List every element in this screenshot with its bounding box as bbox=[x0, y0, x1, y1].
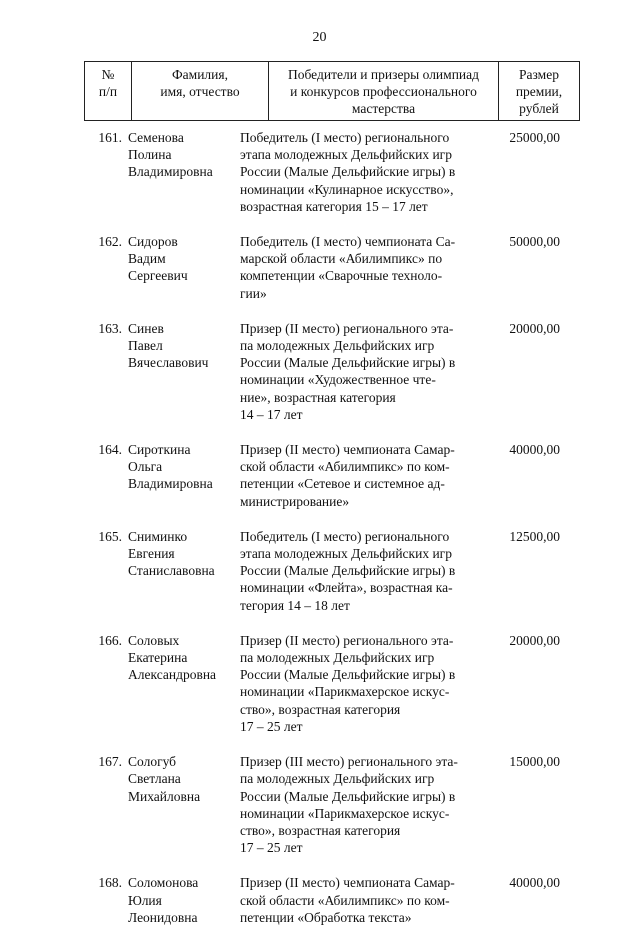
row-prize: 20000,00 bbox=[509, 320, 560, 336]
row-achievement: Призер (III место) регионального эта- па молодежных Дельфийских игр России (Малые Дельфийские игры) в номинации «Парикмахерское искус- ство», возрастная категория 17 – 25 лет bbox=[240, 754, 458, 856]
row-prize: 12500,00 bbox=[509, 528, 560, 544]
table-row bbox=[84, 233, 560, 302]
row-full-name: Синев Павел Вячеславович bbox=[128, 320, 209, 371]
row-full-name: Сологуб Светлана Михайловна bbox=[128, 754, 201, 804]
table-header bbox=[84, 61, 580, 121]
row-achievement: Победитель (I место) регионального этапа молодежных Дельфийских игр России (Малые Дельфийские игры) в номинации «Кулинарное искусство», возрастная категория 15 – 17 лет bbox=[240, 130, 456, 214]
row-achievement: Победитель (I место) чемпионата Са- марской области «Абилимпикс» по компетенции «Сварочные техноло- гии» bbox=[240, 234, 456, 301]
table-row bbox=[84, 320, 560, 423]
row-number: 162. bbox=[98, 234, 122, 250]
row-number: 161. bbox=[98, 130, 122, 145]
row-achievement: Призер (II место) чемпионата Самар- ской области «Абилимпикс» по ком- петенции «Обработка текста» bbox=[240, 875, 455, 925]
row-achievement: Победитель (I место) регионального этапа молодежных Дельфийских игр России (Малые Дельфийские игры) в номинации «Флейта», возрастная ка- тегория 14 – 18 лет bbox=[240, 528, 456, 613]
table-row bbox=[84, 632, 560, 735]
row-achievement: Призер (II место) регионального эта- па молодежных Дельфийских игр России (Малые Дельфийские игры) в номинации «Художественное чте- ние», возрастная категория 14 – 17 лет bbox=[240, 320, 456, 422]
winners-list bbox=[84, 129, 560, 944]
table-row bbox=[84, 753, 560, 856]
header-full-name: Фамилия, имя, отчество bbox=[132, 62, 269, 121]
row-number: 164. bbox=[98, 442, 122, 458]
header-number: № п/п bbox=[85, 62, 132, 121]
row-number: 163. bbox=[98, 320, 122, 336]
row-number: 168. bbox=[98, 875, 122, 891]
row-full-name: Сидоров Вадим Сергеевич bbox=[128, 234, 188, 284]
row-prize: 20000,00 bbox=[509, 632, 560, 648]
row-full-name: Сироткина Ольга Владимировна bbox=[128, 442, 213, 492]
row-full-name: Сниминко Евгения Станиславовна bbox=[128, 528, 215, 579]
table-row bbox=[84, 874, 560, 926]
row-prize: 15000,00 bbox=[509, 754, 560, 770]
row-full-name: Соловых Екатерина Александровна bbox=[128, 632, 217, 683]
table-row bbox=[84, 441, 560, 510]
page-number: 20 bbox=[312, 30, 327, 45]
row-prize: 25000,00 bbox=[509, 130, 560, 145]
table-row bbox=[84, 129, 560, 215]
row-full-name: Соломонова Юлия Леонидовна bbox=[128, 875, 199, 925]
header-prize-amount: Размер премии, рублей bbox=[499, 62, 580, 121]
row-full-name: Семенова Полина Владимировна bbox=[128, 130, 213, 180]
row-number: 167. bbox=[98, 754, 122, 770]
row-achievement: Призер (II место) регионального эта- па молодежных Дельфийских игр России (Малые Дельфийские игры) в номинации «Парикмахерское искус- ство», возрастная категория 17 – 25 лет bbox=[240, 632, 456, 734]
row-number: 165. bbox=[98, 528, 122, 544]
row-achievement: Призер (II место) чемпионата Самар- ской области «Абилимпикс» по ком- петенции «Сетевое и системное ад- министрирование» bbox=[240, 442, 455, 509]
table-row bbox=[84, 528, 560, 614]
header-achievement: Победители и призеры олимпиад и конкурсов профессионального мастерства bbox=[269, 62, 499, 121]
row-prize: 40000,00 bbox=[509, 442, 560, 458]
row-prize: 40000,00 bbox=[509, 875, 560, 891]
row-prize: 50000,00 bbox=[509, 234, 560, 250]
row-number: 166. bbox=[98, 632, 122, 648]
